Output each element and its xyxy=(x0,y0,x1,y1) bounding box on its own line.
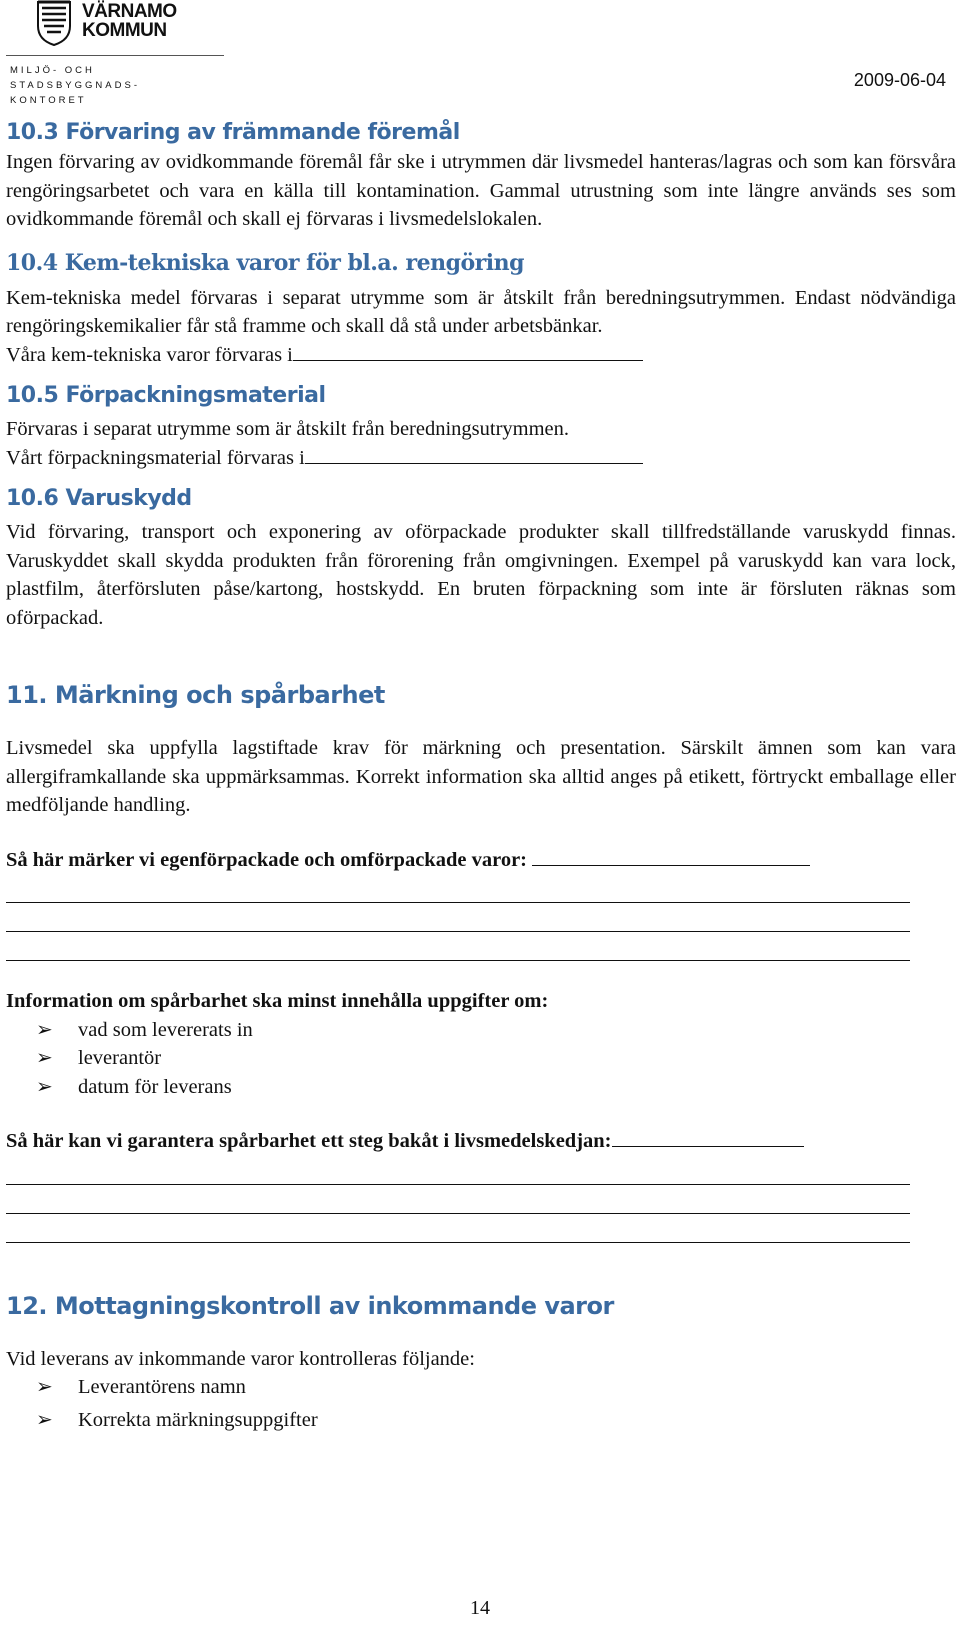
trace-step-label: Så här kan vi garantera spårbarhet ett steg bakåt i livsmedelskedjan: xyxy=(6,1130,612,1152)
list-item: ➢ Korrekta märkningsuppgifter xyxy=(6,1406,956,1435)
page-number: 14 xyxy=(470,1597,490,1619)
marking-blank-line-3[interactable] xyxy=(6,932,910,961)
logo-divider xyxy=(6,55,224,56)
trace-step-blank-line-1[interactable] xyxy=(6,1156,910,1185)
list-item: ➢ leverantör xyxy=(6,1044,956,1073)
trace-info-label: Information om spårbarhet ska minst innehålla uppgifter om: xyxy=(6,990,549,1012)
arrow-bullet-icon: ➢ xyxy=(36,1408,53,1431)
trace-info-list xyxy=(6,1016,956,1102)
fill-row-10-4 xyxy=(6,341,956,370)
trace-step-blank-line-3[interactable] xyxy=(6,1214,910,1243)
marking-blank-inline[interactable] xyxy=(532,847,810,866)
office-line2: KONTORET xyxy=(10,95,87,106)
list-item: ➢ vad som levererats in xyxy=(6,1016,956,1045)
paragraph-10-5: Förvaras i separat utrymme som är åtskilt från beredningsutrymmen. xyxy=(6,418,570,440)
arrow-bullet-icon: ➢ xyxy=(36,1018,53,1041)
fill-row-10-5 xyxy=(6,444,956,473)
fill-blank-10-5[interactable] xyxy=(305,445,643,464)
coat-of-arms-icon xyxy=(34,0,74,46)
heading-12: 12. Mottagningskontroll av inkommande varor xyxy=(6,1291,614,1320)
heading-10-6: 10.6 Varuskydd xyxy=(6,486,192,511)
marking-fill-row xyxy=(6,846,956,875)
trace-step-blank-line-2[interactable] xyxy=(6,1185,910,1214)
list-item: ➢ Leverantörens namn xyxy=(6,1373,956,1402)
arrow-bullet-icon: ➢ xyxy=(36,1075,53,1098)
marking-blank-line-2[interactable] xyxy=(6,903,910,932)
paragraph-11: Livsmedel ska uppfylla lagstiftade krav för märkning och presentation. Särskilt ämnen som kan vara allergiframkallande ska uppmärksammas. Korrekt information ska alltid anges på etikett, förtryckt emballage eller medföljande handling. xyxy=(6,737,956,816)
paragraph-10-3: Ingen förvaring av ovidkommande föremål får ske i utrymmen där livsmedel hanteras/lagras och som kan försvåra rengöringsarbetet och vara en källa till kontamination. Gammal utrustning som inte längre används ses som ovidkommande föremål och skall ej förvaras i livsmedelslokalen. xyxy=(6,151,956,230)
list-item: ➢ datum för leverans xyxy=(6,1073,956,1102)
fill-prompt-10-5: Vårt förpackningsmaterial förvaras i xyxy=(6,446,305,469)
heading-10-3: 10.3 Förvaring av främmande föremål xyxy=(6,120,460,145)
reception-check-list xyxy=(6,1373,956,1434)
fill-blank-10-4[interactable] xyxy=(293,342,643,361)
paragraph-10-6: Vid förvaring, transport och exponering av oförpackade produkter skall tillfredställande varuskydd finnas. Varuskyddet skall skydda produkten från förorening från omgivningen. Exempel på varuskydd kan vara lock, plastfilm, återförsluten påse/kartong, hostskydd. En bruten förpackning som inte är försluten räknas som oförpackad. xyxy=(6,521,956,629)
paragraph-12: Vid leverans av inkommande varor kontrolleras följande: xyxy=(6,1347,475,1370)
document-body xyxy=(6,118,956,1434)
arrow-bullet-icon: ➢ xyxy=(36,1376,53,1398)
fill-prompt-10-4: Våra kem-tekniska varor förvaras i xyxy=(6,343,293,366)
logo-name-line1: VÄRNAMO xyxy=(82,1,177,22)
heading-10-4: 10.4 Kem-tekniska varor för bl.a. rengöring xyxy=(6,249,524,276)
municipality-logo xyxy=(6,0,226,106)
marking-label: Så här märker vi egenförpackade och omförpackade varor: xyxy=(6,848,527,871)
marking-blank-line-1[interactable] xyxy=(6,874,910,903)
arrow-bullet-icon: ➢ xyxy=(36,1047,53,1069)
trace-step-blank-inline[interactable] xyxy=(612,1128,804,1147)
trace-step-fill-row xyxy=(6,1127,956,1156)
office-line1: MILJÖ- OCH STADSBYGGNADS- xyxy=(10,65,140,91)
document-date: 2009-06-04 xyxy=(853,70,946,90)
logo-wordmark xyxy=(82,2,177,40)
office-name xyxy=(10,63,226,108)
logo-name-line2: KOMMUN xyxy=(82,20,167,41)
paragraph-10-4: Kem-tekniska medel förvaras i separat utrymme som är åtskilt från beredningsutrymmen. Endast nödvändiga rengöringskemikalier får stå framme och skall då stå under arbetsbänkar. xyxy=(6,286,956,337)
heading-10-5: 10.5 Förpackningsmaterial xyxy=(6,383,326,408)
heading-11: 11. Märkning och spårbarhet xyxy=(6,681,385,709)
